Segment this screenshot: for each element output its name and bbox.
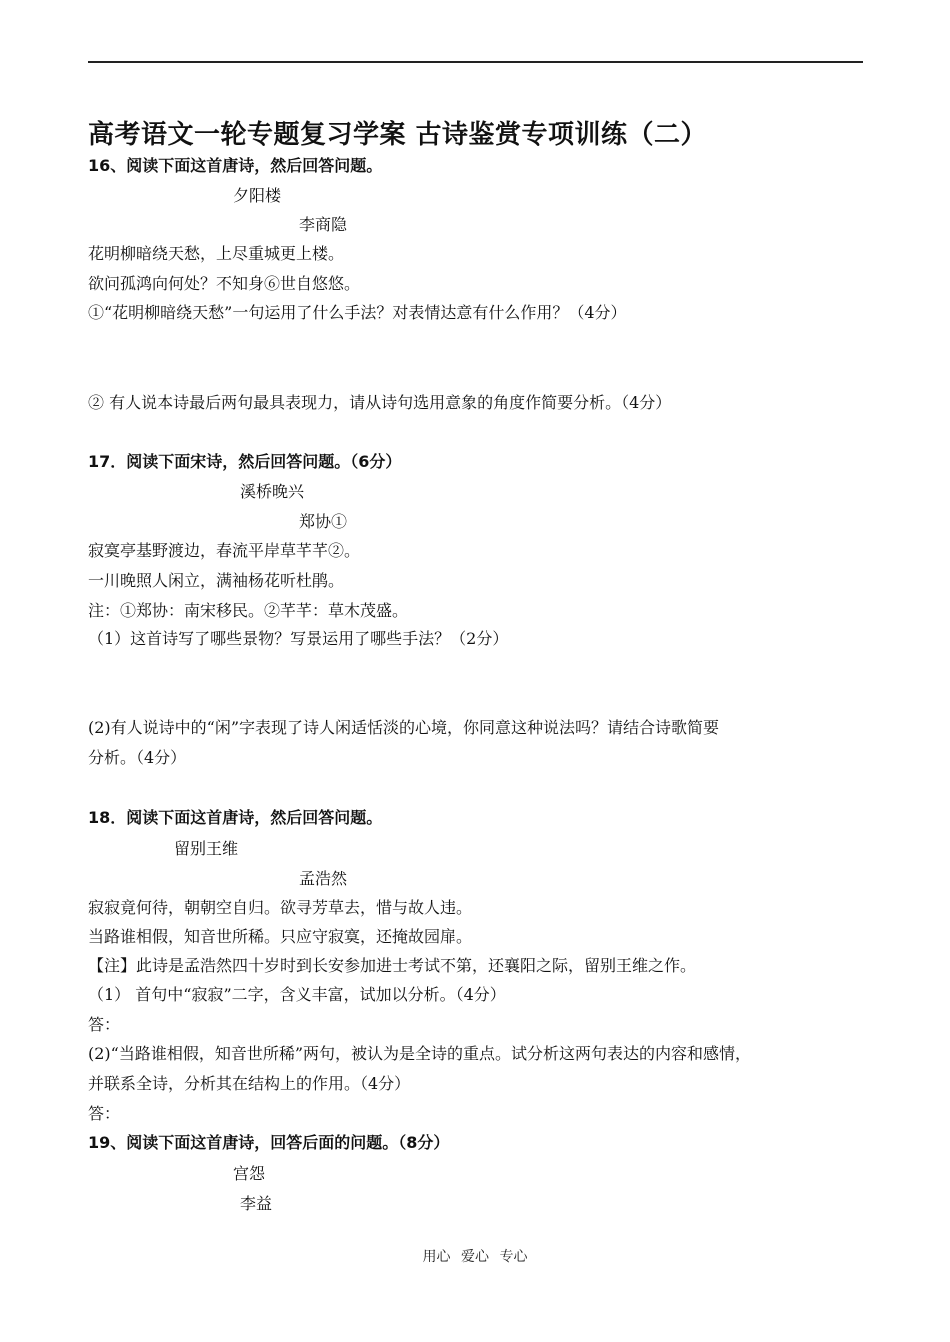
question-text: （1）这首诗写了哪些景物？写景运用了哪些手法？（2分） bbox=[88, 629, 509, 648]
poem-note: 【注】此诗是孟浩然四十岁时到长安参加进士考试不第，还襄阳之际，留别王维之作。 bbox=[88, 956, 697, 975]
question-text: （1） 首句中“寂寂”二字，含义丰富，试加以分析。（4分） bbox=[88, 985, 506, 1004]
page-footer bbox=[0, 1246, 950, 1266]
question-text: (2)有人说诗中的“闲”字表现了诗人闲适恬淡的心境，你同意这种说法吗？请结合诗歌简要 bbox=[88, 718, 720, 737]
poem-title: 留别王维 bbox=[174, 839, 239, 858]
footer-text: 专心 bbox=[499, 1249, 528, 1265]
answer-label: 答： bbox=[88, 1015, 121, 1034]
question-17-heading: 17．阅读下面宋诗，然后回答问题。（6分） bbox=[88, 452, 402, 471]
poem-author: 李益 bbox=[240, 1194, 273, 1213]
poem-title: 溪桥晚兴 bbox=[240, 482, 305, 501]
question-text: ② 有人说本诗最后两句最具表现力，请从诗句选用意象的角度作简要分析。（4分） bbox=[88, 393, 672, 412]
answer-label: 答： bbox=[88, 1104, 121, 1123]
footer-text: 用心 bbox=[422, 1249, 451, 1265]
poem-line: 花明柳暗绕天愁，上尽重城更上楼。 bbox=[88, 244, 345, 263]
poem-title: 夕阳楼 bbox=[233, 186, 282, 205]
question-text: 并联系全诗，分析其在结构上的作用。（4分） bbox=[88, 1074, 411, 1093]
footer-text: 爱心 bbox=[461, 1249, 489, 1265]
poem-line: 寂寞亭基野渡边，春流平岸草芊芊②。 bbox=[88, 541, 361, 560]
page-title: 高考语文一轮专题复习学案 古诗鉴赏专项训练（二） bbox=[88, 120, 708, 150]
question-text: ①“花明柳暗绕天愁”一句运用了什么手法？对表情达意有什么作用？（4分） bbox=[88, 303, 627, 322]
poem-author: 李商隐 bbox=[299, 215, 348, 234]
question-19-heading: 19、阅读下面这首唐诗，回答后面的问题。（8分） bbox=[88, 1133, 450, 1152]
poem-title: 宫怨 bbox=[233, 1164, 266, 1183]
question-text: 分析。（4分） bbox=[88, 748, 187, 767]
question-text: (2)“当路谁相假，知音世所稀”两句，被认为是全诗的重点。试分析这两句表达的内容和感情， bbox=[88, 1044, 752, 1063]
poem-author: 郑协① bbox=[299, 512, 348, 531]
poem-note: 注：①郑协：南宋移民。②芊芊：草木茂盛。 bbox=[88, 601, 409, 620]
poem-line: 欲问孤鸿向何处？不知身⑥世自悠悠。 bbox=[88, 274, 361, 293]
poem-author: 孟浩然 bbox=[299, 869, 348, 888]
poem-line: 寂寂竟何待，朝朝空自归。欲寻芳草去，惜与故人违。 bbox=[88, 898, 473, 917]
question-18-heading: 18．阅读下面这首唐诗，然后回答问题。 bbox=[88, 808, 383, 827]
poem-line: 当路谁相假，知音世所稀。只应守寂寞，还掩故园扉。 bbox=[88, 927, 473, 946]
question-16-heading: 16、阅读下面这首唐诗，然后回答问题。 bbox=[88, 156, 383, 175]
poem-line: 一川晚照人闲立，满袖杨花听杜鹃。 bbox=[88, 571, 345, 590]
header-rule bbox=[88, 61, 863, 63]
